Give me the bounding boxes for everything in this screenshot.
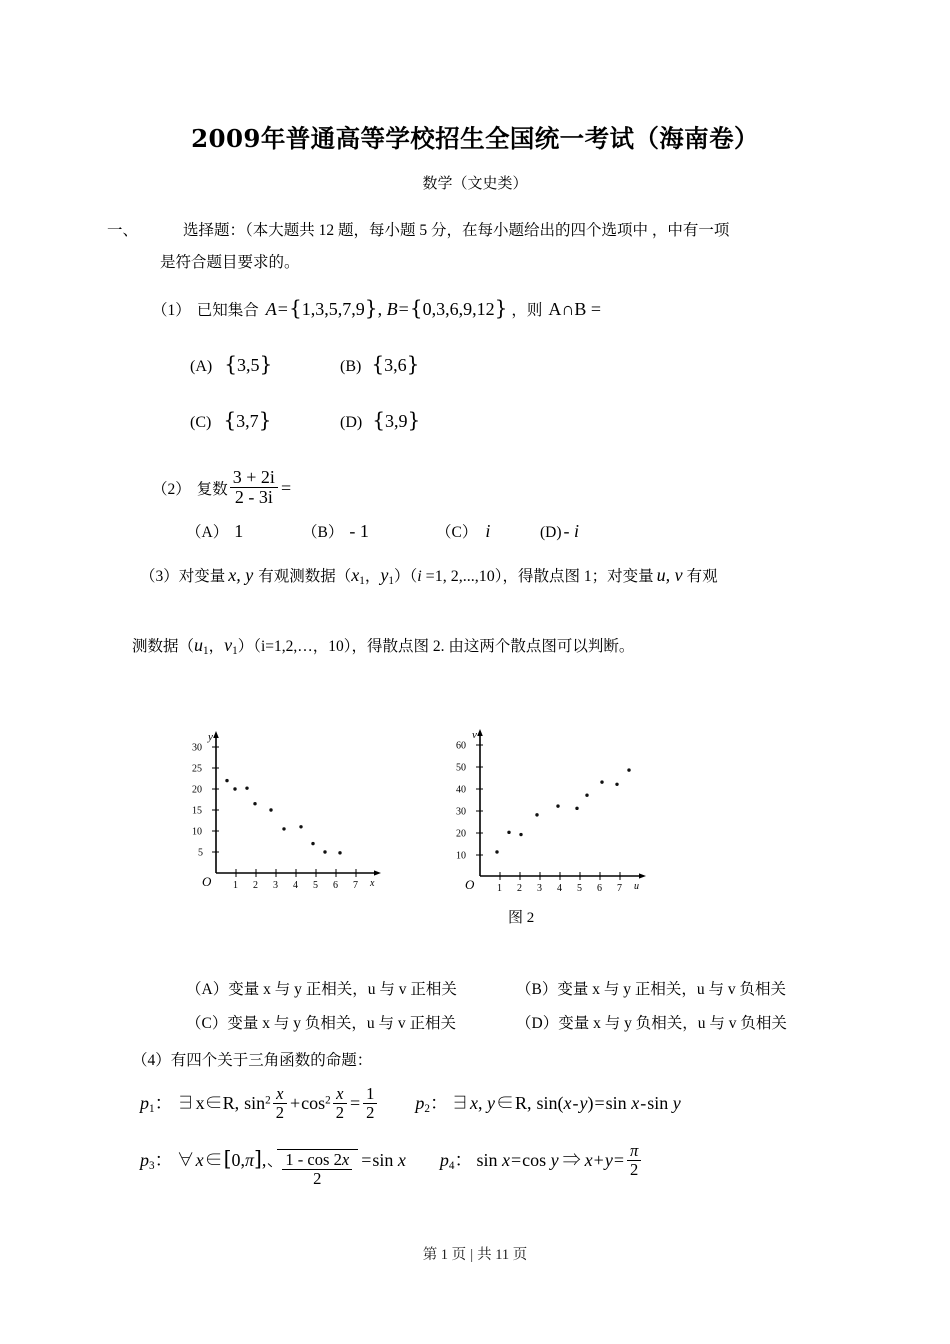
svg-text:40: 40 [456,784,466,796]
scatter-point [600,780,603,783]
svg-text:25: 25 [192,763,202,775]
question-3-vars-uv: u, v [656,565,683,585]
svg-text:50: 50 [456,762,466,774]
question-1-option-a[interactable] [190,352,340,376]
scatter-point [282,827,285,830]
option-label: (A) [190,358,213,375]
option-label: （C） [436,524,478,541]
scatter-point [225,779,228,782]
question-3-number: （3） [140,568,179,585]
question-1-expression: A∩B = [548,299,602,319]
scatter-chart-1 [178,728,393,898]
svg-text:6: 6 [597,883,602,894]
question-1-number: （1） [152,302,191,319]
scatter-point [323,850,326,853]
question-2-stem [152,468,292,508]
option-label: (D) [540,524,562,541]
scatter-point [495,850,498,853]
question-4-stem [132,1048,372,1070]
svg-text:u: u [634,881,639,892]
scatter-point [585,794,588,797]
svg-text:x: x [370,878,375,889]
question-3-u1: $u_1$ [194,635,209,658]
proposition-colon: ： [154,1093,173,1114]
question-3-x1: $x_1$ [351,565,365,588]
svg-text:O: O [465,877,475,892]
option-label: （C） [186,1015,228,1032]
option-text: 变量 x 与 y 负相关，u 与 v 正相关 [227,1015,456,1032]
question-3-option-b[interactable] [516,977,786,999]
question-2-prefix: 复数 [196,481,228,499]
svg-text:30: 30 [456,806,466,818]
question-3-option-d[interactable] [516,1011,787,1033]
svg-text:3: 3 [537,883,542,894]
question-3-options-row1 [186,977,786,999]
page-subtitle: 数学（文史类） [422,176,528,192]
footer-separator: | [470,1247,474,1263]
question-3-text-e: 有观 [686,568,718,585]
question-2-options [186,520,579,542]
scatter-point [519,833,522,836]
scatter-point [627,768,630,771]
question-4-propositions-row2 [140,1142,643,1187]
svg-text:6: 6 [333,880,338,891]
question-3-text-b: 有观测数据（ [258,568,352,585]
question-1-option-d[interactable] [340,408,420,432]
scatter-chart-2 [440,726,665,901]
question-3-comma: ， [364,568,381,585]
page-title: 2009年普通高等学校招生全国统一考试（海南卷） [191,124,759,153]
question-3-text-line2a: 测数据（ [132,638,195,655]
question-2-option-d[interactable] [540,521,579,542]
question-3-v1: $v_1$ [224,635,238,658]
question-2-number: （2） [152,481,191,499]
question-3-stem-line1 [140,564,718,587]
question-2-equals: = [280,478,292,499]
option-label: （A） [186,524,229,541]
question-1-option-b[interactable] [340,352,419,376]
question-4-number: （4） [132,1052,171,1069]
option-label: (B) [340,358,362,375]
question-3-text-c: ）（ [393,568,418,585]
option-label: （B） [302,524,344,541]
svg-text:2: 2 [517,883,522,894]
option-value: 1 [234,521,244,541]
option-value: {3,6} [371,352,420,376]
svg-text:20: 20 [456,828,466,840]
svg-text:60: 60 [456,740,466,752]
question-2-option-a[interactable] [186,520,302,542]
svg-text:7: 7 [617,883,622,894]
proposition-colon: ： [154,1150,173,1171]
scatter-chart-2-svg [440,726,665,901]
question-1-set-a: A={1,3,5,7,9} [265,296,378,320]
svg-text:30: 30 [192,742,202,754]
question-2-option-b[interactable] [302,520,436,542]
section-instructions-line2: 是符合题目要求的。 [160,254,300,271]
question-1-stem [152,296,601,320]
fraction-denominator: 2 - 3i [234,487,273,508]
svg-text:4: 4 [557,883,562,894]
scatter-chart-2-points [495,768,630,853]
scatter-point [233,787,236,790]
option-text: 变量 x 与 y 正相关，u 与 v 正相关 [228,981,457,998]
question-3-stem-line2 [132,634,634,657]
question-1-set-b: B={0,3,6,9,12} [386,296,508,320]
question-3-option-c[interactable] [186,1011,516,1033]
scatter-chart-1-points [225,779,341,855]
question-3-text-a: 对变量 [178,568,226,585]
scatter-point [245,786,248,789]
svg-text:1: 1 [497,883,502,894]
option-label: （A） [186,981,229,998]
option-value: {3,9} [372,408,421,432]
option-label: （D） [516,1015,559,1032]
scatter-point [615,783,618,786]
option-value: i [485,521,491,541]
footer-total-pages: 共 11 页 [477,1247,528,1263]
scatter-point [299,825,302,828]
option-value: - 1 [349,521,369,541]
question-1-options [190,352,620,432]
option-text: 变量 x 与 y 正相关，u 与 v 负相关 [557,981,786,998]
option-label: (C) [190,414,212,431]
fraction-numerator: 3 + 2i [230,468,278,488]
proposition-p1: $p_1$： ∃x∈R, $\sin^2$ $\frac{x}{2}$ $+\cos^2$ $\frac{x}{2}$ = $\frac{1}{2}$ [140,1093,379,1113]
scatter-point [338,851,341,854]
question-3-vars-xy: x, y [228,565,254,585]
svg-text:15: 15 [192,805,202,817]
svg-text:10: 10 [456,850,466,862]
option-value: {3,7} [223,408,272,432]
footer-current-page: 第 1 页 [422,1247,467,1263]
scatter-chart-1-svg [178,728,393,898]
scatter-point [311,842,314,845]
proposition-p2: $p_2$： ∃x, y∈R, sin(x-y)=sin x-sin y [415,1093,681,1116]
question-3-y1: $y_1$ [380,565,394,588]
svg-text:10: 10 [192,826,202,838]
proposition-p3: $p_3$： ∀x∈[0,π], $\frac{1 - \cos 2x}{2}$ =sin x [140,1147,406,1188]
scatter-point [253,802,256,805]
svg-text:7: 7 [353,880,358,891]
section-number: 一、 [107,222,139,239]
proposition-colon: ： [454,1150,473,1171]
svg-text:20: 20 [192,784,202,796]
question-3-index-range: i =1, 2,...,10 [417,568,495,585]
question-4-propositions-row1 [140,1085,681,1122]
scatter-point [575,807,578,810]
question-3-text-d: ），得散点图 1；对变量 [494,568,654,585]
svg-text:v: v [472,729,477,741]
svg-text:2: 2 [253,880,258,891]
question-3-comma2: ， [208,638,225,655]
proposition-p4: $p_4$： sin x=cos y ⇒ x+y= $\frac{\pi}{2}$ [406,1150,643,1170]
svg-text:5: 5 [577,883,582,894]
svg-text:4: 4 [293,880,298,891]
option-label: （B） [516,981,558,998]
proposition-colon: ： [430,1093,448,1114]
page-footer [0,1243,950,1264]
question-2-fraction [228,467,292,508]
option-value: {3,5} [224,352,273,376]
question-2-option-c[interactable] [436,520,540,542]
question-1-prefix: 已知集合 [196,302,259,319]
svg-text:O: O [202,874,212,889]
svg-text:5: 5 [198,847,203,859]
question-3-options-row2 [186,1011,787,1033]
question-3-text-line2b: ）（i=1,2,…，10），得散点图 2. 由这两个散点图可以判断。 [237,638,635,655]
scatter-point [556,804,559,807]
section-instructions-line1: 选择题：（本大题共 12 题，每小题 5 分，在每小题给出的四个选项中 ，中有一项 [183,222,730,239]
question-4-text: 有四个关于三角函数的命题： [170,1052,373,1069]
svg-text:3: 3 [273,880,278,891]
figure-2-caption: 图 2 [508,910,535,926]
scatter-point [507,831,510,834]
question-1-connector: ，则 [511,302,543,319]
scatter-point [269,808,272,811]
question-1-option-c[interactable] [190,408,340,432]
option-value: - i [563,521,580,541]
svg-text:1: 1 [233,880,238,891]
question-1-comma: , [377,299,387,319]
scatter-point [535,813,538,816]
option-label: (D) [340,414,363,431]
svg-text:y: y [208,731,213,743]
option-text: 变量 x 与 y 负相关，u 与 v 负相关 [558,1015,787,1032]
question-3-option-a[interactable] [186,977,516,999]
svg-text:5: 5 [313,880,318,891]
